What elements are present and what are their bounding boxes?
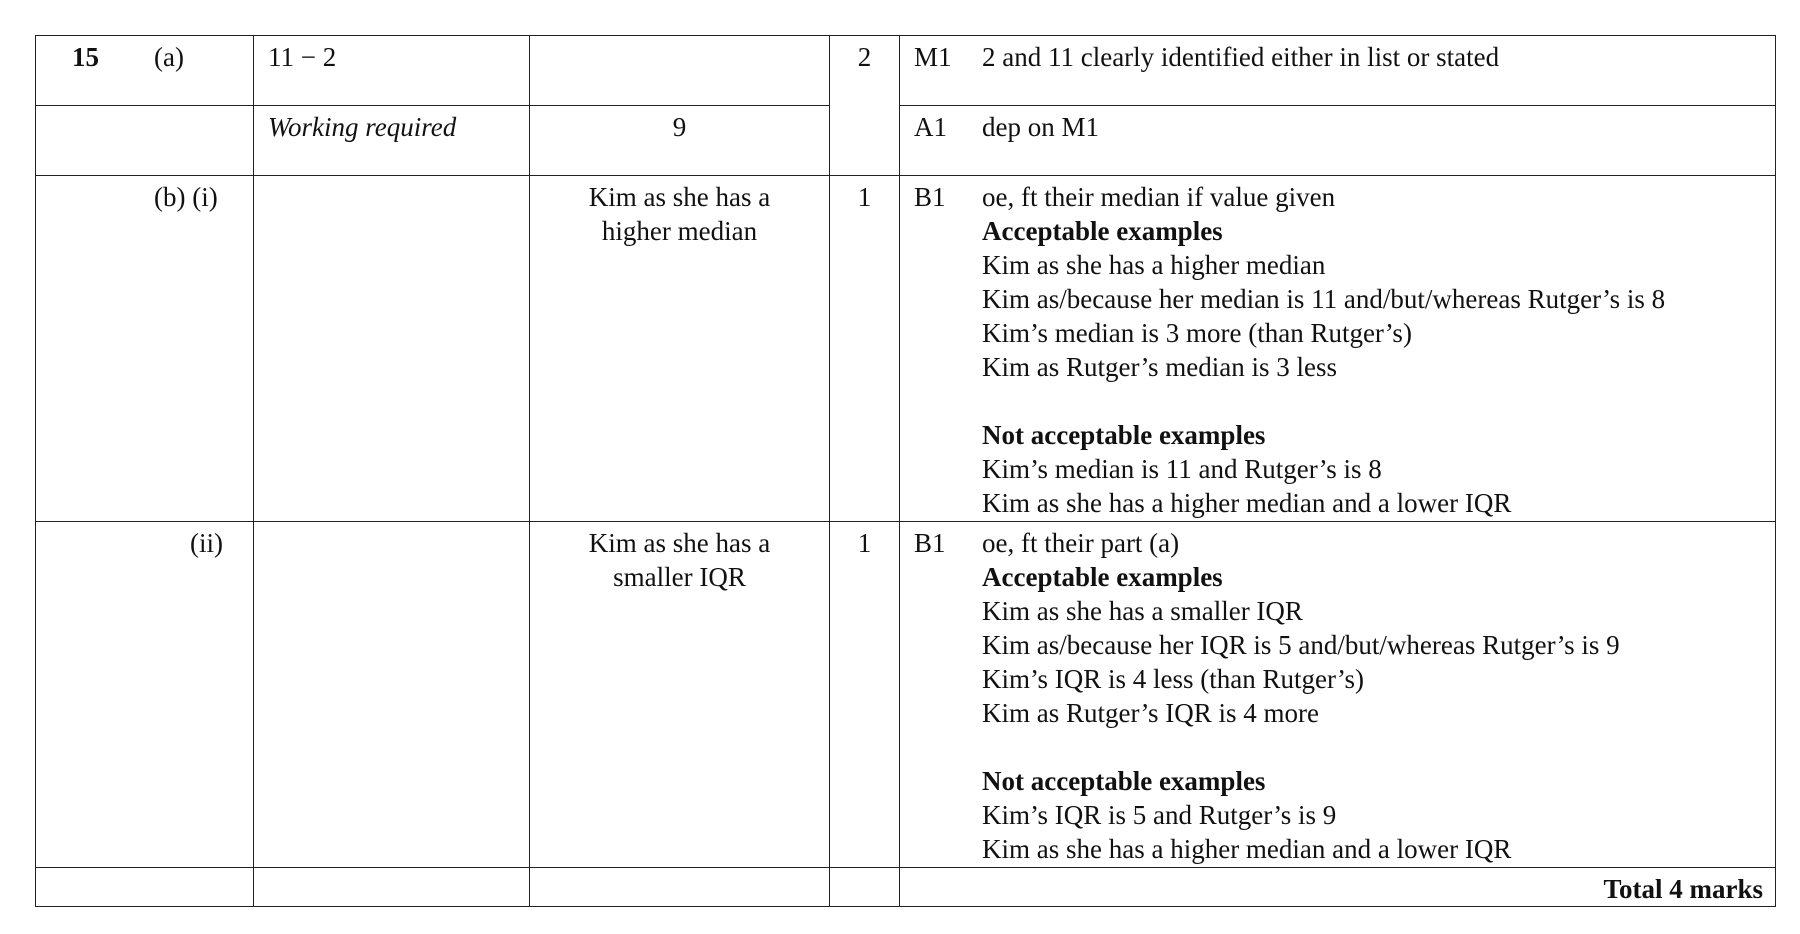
working-cell [254,522,530,868]
acceptable-example: Kim as/because her IQR is 5 and/but/whereas Rutger’s is 9 [982,630,1620,660]
not-acceptable-heading: Not acceptable examples [982,420,1266,450]
answer-cell: 9 [530,106,830,176]
acceptable-example: Kim as she has a higher median [982,250,1326,280]
question-number: 15 [72,42,99,72]
working-cell: Working required [254,106,530,176]
acceptable-heading: Acceptable examples [982,562,1223,592]
row-part-b-i [36,176,1776,522]
acceptable-example: Kim as Rutger’s median is 3 less [982,352,1337,382]
guidance-text: oe, ft their part (a) [982,528,1180,558]
part-b-ii-label: (ii) [190,528,223,558]
answer-line: Kim as she has a [588,528,771,558]
mark-code: M1 [914,42,952,72]
acceptable-example: Kim as she has a smaller IQR [982,596,1303,626]
empty-cell [254,868,530,907]
not-acceptable-example: Kim’s IQR is 5 and Rutger’s is 9 [982,800,1337,830]
not-acceptable-example: Kim’s median is 11 and Rutger’s is 8 [982,454,1382,484]
empty-cell [36,868,254,907]
marks-cell: 1 [830,522,900,868]
total-marks: Total 4 marks [900,868,1776,907]
mark-scheme-table [35,35,1776,907]
mark-code: A1 [914,112,947,142]
mark-code: B1 [914,182,946,212]
guidance-cell [900,106,1776,176]
answer-line: Kim as she has a [588,182,771,212]
working-cell: 11 − 2 [254,36,530,106]
acceptable-example: Kim’s median is 3 more (than Rutger’s) [982,318,1412,348]
acceptable-heading: Acceptable examples [982,216,1223,246]
question-cell [36,36,254,106]
part-b-i-label: (b) (i) [154,182,218,212]
row-part-b-ii [36,522,1776,868]
answer-cell [530,522,830,868]
answer-line: higher median [601,216,758,246]
guidance-cell [900,36,1776,106]
row-part-a-accuracy [36,106,1776,176]
acceptable-example: Kim as Rutger’s IQR is 4 more [982,698,1319,728]
guidance-cell [900,522,1776,868]
marks-cell: 2 [830,36,900,176]
mark-code: B1 [914,528,946,558]
guidance-cell [900,176,1776,522]
answer-line: smaller IQR [613,562,746,592]
question-cell [36,106,254,176]
acceptable-example: Kim’s IQR is 4 less (than Rutger’s) [982,664,1364,694]
not-acceptable-heading: Not acceptable examples [982,766,1266,796]
empty-cell [830,868,900,907]
row-part-a-method [36,36,1776,106]
part-a-label: (a) [154,42,184,72]
working-cell [254,176,530,522]
guidance-text: oe, ft their median if value given [982,182,1336,212]
row-total [36,868,1776,907]
marks-cell: 1 [830,176,900,522]
not-acceptable-example: Kim as she has a higher median and a lower IQR [982,834,1512,864]
not-acceptable-example: Kim as she has a higher median and a lower IQR [982,488,1512,518]
question-cell [36,522,254,868]
answer-cell [530,176,830,522]
guidance-text: 2 and 11 clearly identified either in list or stated [982,42,1500,72]
acceptable-example: Kim as/because her median is 11 and/but/whereas Rutger’s is 8 [982,284,1666,314]
answer-cell [530,36,830,106]
question-cell [36,176,254,522]
guidance-text: dep on M1 [982,112,1099,142]
empty-cell [530,868,830,907]
